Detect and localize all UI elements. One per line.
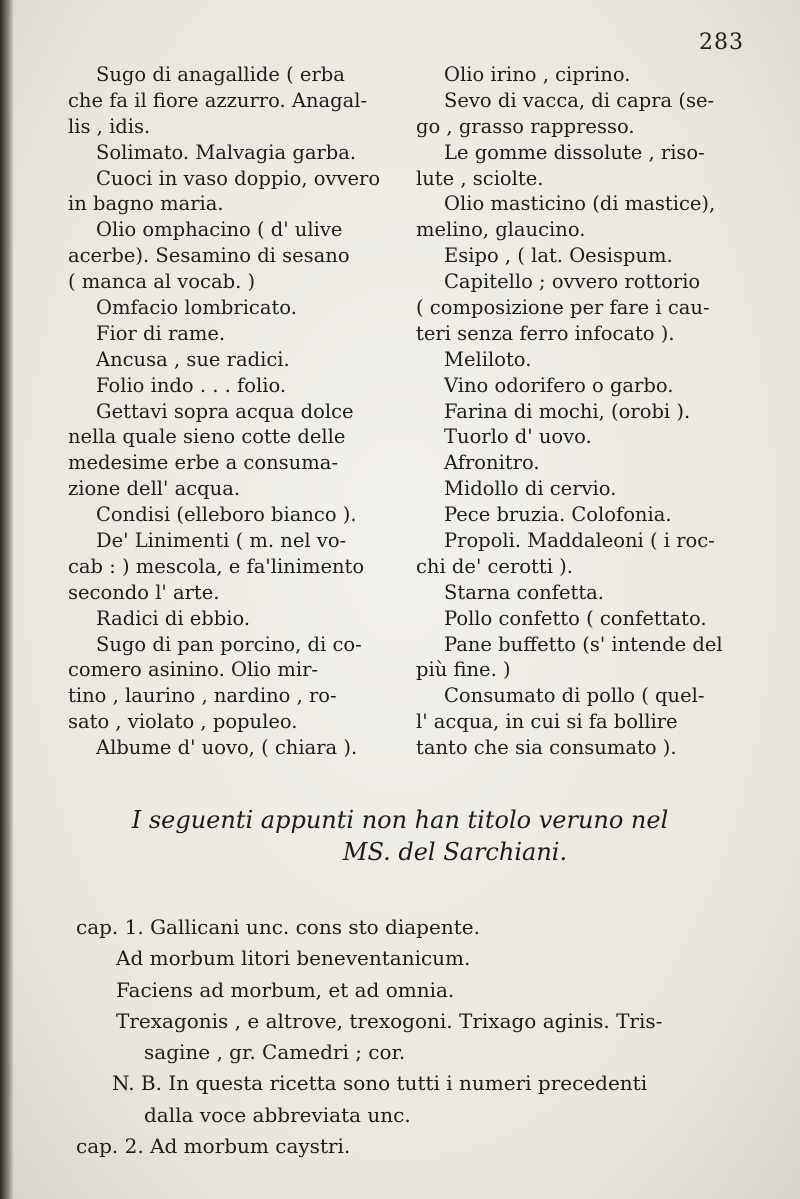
text-line: l' acqua, in cui si fa bollire: [416, 710, 678, 734]
note-line: sagine , gr. Camedri ; cor.: [144, 1040, 406, 1065]
text-line: Cuoci in vaso doppio, ovvero: [96, 166, 381, 190]
text-line: secondo l' arte.: [68, 580, 220, 604]
text-line: Propoli. Maddaleoni ( i roc-: [444, 529, 715, 553]
text-line: Omfacio lombricato.: [96, 296, 297, 320]
text-line: Radici di ebbio.: [96, 606, 251, 630]
right-column: [416, 62, 741, 761]
text-line: Albume d' uovo, ( chiara ).: [96, 736, 358, 760]
text-line: melino, glaucino.: [416, 218, 586, 242]
text-line: De' Linimenti ( m. nel vo-: [96, 529, 347, 553]
text-line: Afronitro.: [444, 451, 540, 475]
text-line: medesime erbe a consuma-: [68, 451, 338, 475]
text-line: chi de' cerotti ).: [416, 554, 573, 578]
text-line: zione dell' acqua.: [68, 477, 241, 501]
text-line: più fine. ): [416, 658, 511, 682]
text-line: Tuorlo d' uovo.: [444, 425, 592, 449]
section-heading-line-1: I seguenti appunti non han titolo veruno nel: [131, 806, 669, 834]
text-line: Olio omphacino ( d' ulive: [96, 218, 343, 242]
text-line: Starna confetta.: [444, 580, 604, 604]
text-line: Midollo di cervio.: [444, 477, 617, 501]
text-line: Consumato di pollo ( quel-: [444, 684, 705, 708]
text-line: che fa il fiore azzurro. Anagal-: [68, 88, 368, 112]
text-line: tanto che sia consumato ).: [416, 736, 677, 760]
text-line: ( manca al vocab. ): [68, 270, 256, 294]
text-line: Sevo di vacca, di capra (se-: [444, 88, 715, 112]
section-heading-line-2: MS. del Sarchiani.: [342, 838, 568, 866]
text-line: acerbe). Sesamino di sesano: [68, 244, 350, 268]
note-line: cap. 1. Gallicani unc. cons sto diapente.: [76, 915, 480, 939]
text-line: lis , idis.: [68, 114, 151, 138]
text-line: Fior di rame.: [96, 321, 226, 345]
text-line: sato , violato , populeo.: [68, 710, 298, 734]
note-line: N. B. In questa ricetta sono tutti i numeri precedenti: [112, 1071, 648, 1096]
page-edge-shadow: [0, 0, 14, 1199]
text-line: cab : ) mescola, e fa'linimento: [68, 554, 365, 578]
text-line: Pece bruzia. Colofonia.: [444, 503, 672, 527]
text-line: comero asinino. Olio mir-: [68, 658, 319, 682]
text-line: Olio masticino (di mastice),: [444, 192, 716, 216]
page-number: 283: [699, 30, 744, 55]
text-line: Sugo di anagallide ( erba: [96, 63, 345, 86]
text-line: lute , sciolte.: [416, 166, 544, 190]
text-line: Solimato. Malvagia garba.: [96, 140, 357, 164]
text-line: Ancusa , sue radici.: [96, 347, 290, 371]
text-line: teri senza ferro infocato ).: [416, 321, 675, 345]
note-line: Ad morbum litori beneventanicum.: [116, 946, 471, 971]
note-line: cap. 2. Ad morbum caystri.: [76, 1134, 351, 1159]
text-line: tino , laurino , nardino , ro-: [68, 684, 337, 708]
note-line: Trexagonis , e altrove, trexogoni. Trixago aginis. Tris-: [116, 1008, 663, 1033]
text-line: nella quale sieno cotte delle: [68, 425, 346, 449]
notes-block: [76, 912, 756, 1162]
left-column: [68, 62, 388, 761]
text-line: Condisi (elleboro bianco ).: [96, 503, 357, 527]
text-line: Meliloto.: [444, 347, 532, 371]
text-line: Pane buffetto (s' intende del: [444, 632, 723, 656]
text-line: Olio irino , ciprino.: [444, 63, 631, 86]
text-line: go , grasso rappresso.: [416, 114, 635, 138]
text-line: Vino odorifero o garbo.: [444, 373, 674, 397]
text-line: Pollo confetto ( confettato.: [444, 606, 707, 630]
text-line: ( composizione per fare i cau-: [416, 296, 710, 320]
text-line: Farina di mochi, (orobi ).: [444, 399, 691, 423]
text-line: Capitello ; ovvero rottorio: [444, 270, 701, 294]
text-line: Sugo di pan porcino, di co-: [96, 632, 362, 656]
text-line: Le gomme dissolute , riso-: [444, 140, 705, 164]
note-line: Faciens ad morbum, et ad omnia.: [116, 977, 455, 1002]
text-line: Gettavi sopra acqua dolce: [96, 399, 354, 423]
text-line: in bagno maria.: [68, 192, 224, 216]
text-line: Folio indo . . . folio.: [96, 373, 287, 397]
note-line: dalla voce abbreviata unc.: [144, 1102, 411, 1127]
text-line: Esipo , ( lat. Oesispum.: [444, 244, 673, 268]
